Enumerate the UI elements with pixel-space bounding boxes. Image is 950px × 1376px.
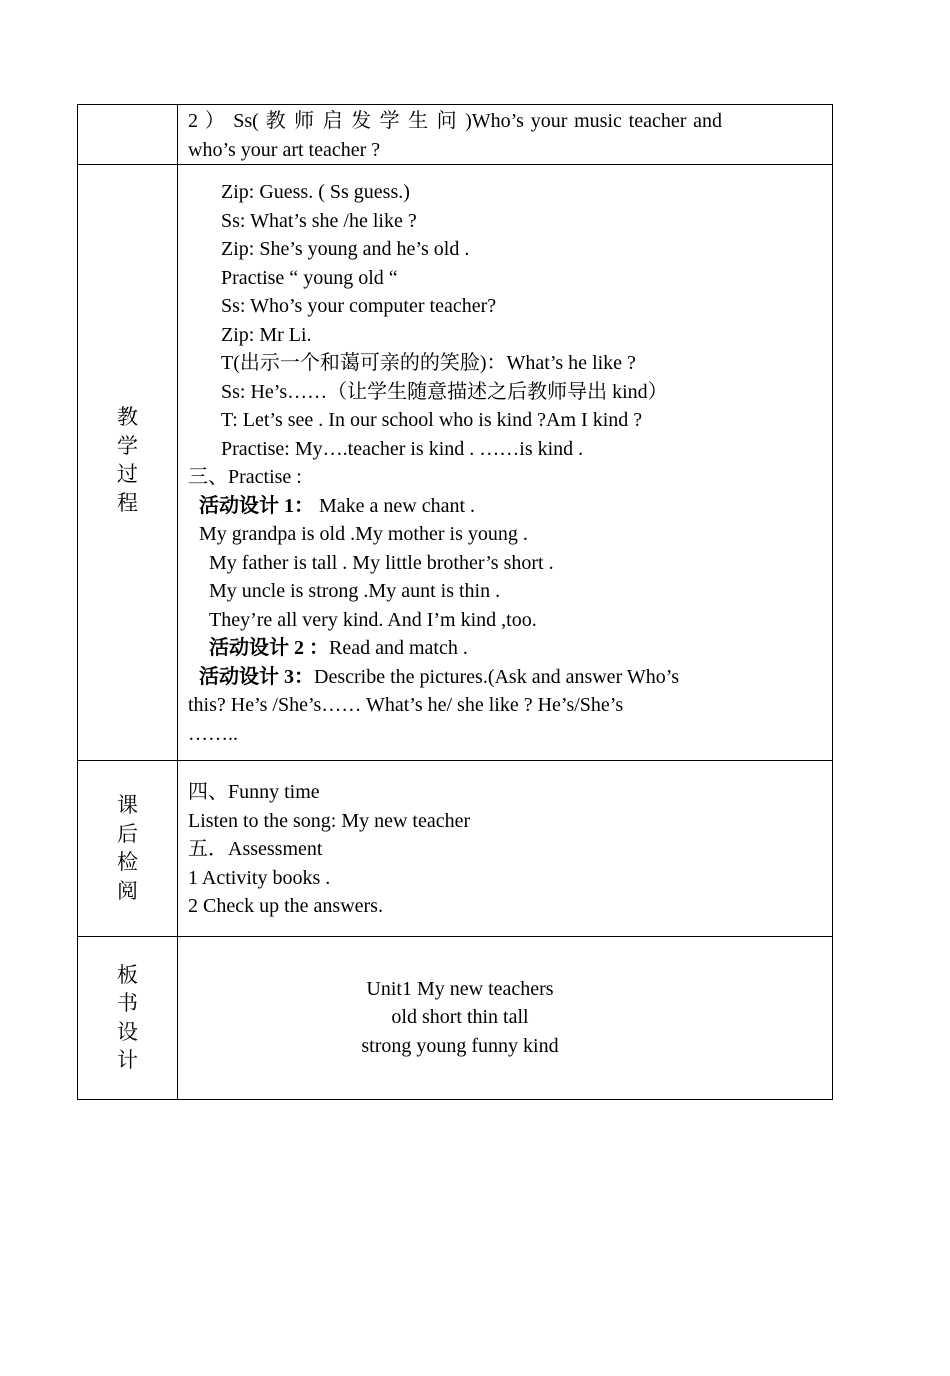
row-label: 教学过程 (117, 405, 138, 515)
text-line: 2 Check up the answers. (188, 895, 383, 917)
section-title: 三、Practise : (188, 466, 302, 488)
text-line: 2 ） Ss( 教 师 启 发 学 生 问 )Who’s your music teacher and (188, 110, 722, 132)
content-cell (178, 936, 833, 1100)
text-line: Ss: He’s……（让学生随意描述之后教师导出 kind） (221, 380, 668, 403)
chant-line: My uncle is strong .My aunt is thin . (209, 580, 501, 602)
activity-separator: ： (304, 637, 329, 659)
text-line: 四、Funny time (188, 781, 320, 803)
chant-line: They’re all very kind. And I’m kind ,too. (209, 608, 537, 631)
text-line: Ss: What’s she /he like ? (221, 209, 417, 232)
activity-separator: ： (294, 665, 314, 688)
row-teaching-process (78, 165, 833, 761)
activity-text: Make a new chant . (314, 494, 476, 517)
text-line: T(出示一个和蔼可亲的的笑脸)：What’s he like ? (221, 352, 636, 374)
content-cell (178, 105, 833, 165)
empty-label-cell (78, 105, 178, 165)
label-cell-teaching-process (78, 165, 178, 761)
activity-2 (188, 634, 722, 663)
lesson-plan-table (77, 104, 833, 1100)
board-words: old short thin tall (391, 1006, 529, 1028)
text-line: Ss: Who’s your computer teacher? (221, 295, 497, 317)
activity-text: Read and match . (329, 637, 468, 659)
row-board-design (78, 936, 833, 1100)
activity-label: 活动设计 2 (209, 637, 304, 659)
row-label: 板书设计 (117, 962, 138, 1073)
activity-label: 活动设计 3 (199, 665, 294, 688)
text-line: …….. (188, 722, 238, 745)
activity-text: Describe the pictures.(Ask and answer Who’s (314, 665, 680, 688)
text-line: Listen to the song: My new teacher (188, 809, 471, 832)
activity-3 (188, 663, 722, 692)
text-line: T: Let’s see . In our school who is kind ?Am I kind ? (221, 409, 643, 431)
text-line: 五．Assessment (188, 838, 323, 860)
chant-line: My grandpa is old .My mother is young . (199, 523, 528, 545)
label-cell-after-class-check (78, 761, 178, 937)
content-cell (178, 761, 833, 937)
activity-1 (188, 492, 722, 521)
row-after-class-check (78, 761, 833, 937)
chant-line: My father is tall . My little brother’s short . (209, 551, 554, 574)
row-label: 课后检阅 (117, 793, 138, 903)
text-line: Zip: Guess. ( Ss guess.) (221, 181, 410, 203)
text-line: Zip: Mr Li. (221, 323, 312, 346)
text-line: this? He’s /She’s…… What’s he/ she like ? He’s/She’s (188, 694, 624, 716)
label-cell-board-design (78, 936, 178, 1100)
board-title: Unit1 My new teachers (366, 977, 554, 1000)
board-words: strong young funny kind (361, 1034, 559, 1057)
text-line: Practise “ young old “ (221, 266, 398, 289)
text-line: Practise: My….teacher is kind . ……is kind . (221, 437, 584, 460)
activity-label: 活动设计 1 (199, 494, 294, 517)
text-line: who’s your art teacher ? (188, 138, 381, 161)
row-continued (78, 105, 833, 165)
text-line: 1 Activity books . (188, 866, 331, 889)
activity-separator: ： (294, 494, 314, 517)
content-cell (178, 165, 833, 761)
text-line: Zip: She’s young and he’s old . (221, 238, 470, 260)
